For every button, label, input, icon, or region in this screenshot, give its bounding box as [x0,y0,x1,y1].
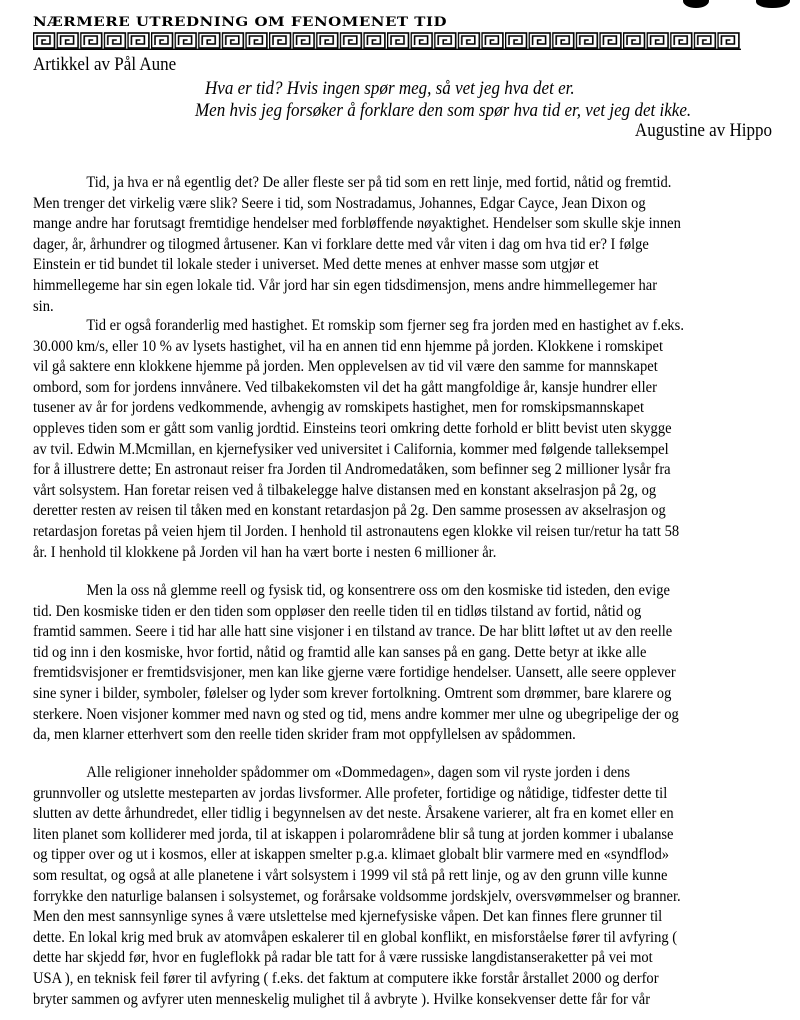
body-paragraph-3 [33,581,769,746]
paragraph-text: Alle religioner inneholder spådommer om «Dommedagen», dagen som vil ryste jorden i dens grunnvoller og utslette mesteparten av jordas livsformer. Alle profeter, fortidige og nåtidige, tidfester dette til slutten av dette århundredet, eller tidlig i begynnelsen av det neste. Årsakene varierer, alt fra en komet eller en liten planet som kolliderer med jorda, til at iskappen i polarområdene blir så tung at jorden kommer i ubalanse og tipper over og ut i kosmos, eller at iskappen smelter p.g.a. klimaet globalt blir varmere med en «syndflod» som resultat, og også at alle planetene i vårt solsystem i 1999 vil stå på rett linje, og av den grunn ville kunne forrykke den naturlige balansen i solsystemet, og forårsake voldsomme jordskjelv, oversvømmelser og branner. Men den mest sannsynlige synes å være utslettelse med kjernefysiske våpen. Det kan finnes flere grunner til dette. En lokal krig med bruk av atomvåpen eskalerer til en global konflikt, en misforståelse fører til avfyring ( dette har skjedd før, hvor en fugleflokk på radar ble tatt for å være russiske langdistanseraketter på vei mot USA ), en teknisk feil fører til avfyring ( f.eks. det faktum at computere ikke forstår årstallet 2000 og derfor bryter sammen og avfyrer uten menneskelig mulighet til å avbryte ). Hvilke konsekvenser dette får for vår [33,764,681,1008]
paragraph-text: Tid er også foranderlig med hastighet. Et romskip som fjerner seg fra jorden med en hastighet av f.eks. 30.000 km/s, eller 10 % av lysets hastighet, vil ha en annen tid enn hjemme på jorden. Klokkene i romskipet vil gå saktere enn klokkene hjemme på jorden. Men opplevelsen av tid vil være den samme for mannskapet ombord, som for jordens innvånere. Ved tilbakekomsten vil det ha gått mangfoldige år, kansje hundrer eller tusener av år for jordens vedkommende, avhengig av romskipets hastighet, men for romskipsmannskapet oppleves tiden som er gått som vanlig jordtid. Einsteins teori omkring dette forhold er blitt bevist uten skygge av tvil. Edwin M.Mcmillan, en kjernefysiker ved universitet i California, kommer med følgende talleksempel for å illustrere dette; En astronaut reiser fra Jorden til Andromedatåken, som befinner seg 2 millioner lysår fra vårt solsystem. Han foretar reisen ved å tilbakelegge halve distansen med en konstant akselrasjon på 2g, og deretter resten av reisen til tåken med en konstant retardasjon på 2g. Den samme prosessen av akselrasjon og retardasjon foretas på veien hjem til Jorden. I henhold til astronautens egen klokke vil reisen tur/retur ha tatt 58 år. I henhold til klokkene på Jorden vil han ha vært borte i nesten 6 millioner år. [33,317,684,561]
epigraph-line-2: Men hvis jeg forsøker å forklare den som spør hva tid er, vet jeg det ikke. [195,101,692,121]
ink-blot [683,0,709,8]
paragraph-text: Men la oss nå glemme reell og fysisk tid, og konsentrere oss om den kosmiske tid isteden, den evige tid. Den kosmiske tiden er den tiden som oppløser den reelle tiden til en tidløs tilstand av fortid, nåtid og framtid sammen. Seere i tid har alle hatt sine visjoner i en tilstand av trance. De har blitt løftet ut av den reelle tid og inn i den kosmiske, hvor fortid, nåtid og framtid alle kan sanses på en gang. Dette betyr at ikke alle fremtidsvisjoner er fremtidsvisjoner, men kan like gjerne være fortidige hendelser. Uansett, alle seere opplever sine syner i bilder, symboler, følelser og lyder som krever fortolkning. Omtrent som drømmer, bare klarere og sterkere. Noen visjoner kommer med navn og sted og tid, mens andre kommer mer ulne og ubegripelige der og da, men klarner etterhvert som den reelle tiden skrider fram mot oppfyllelsen av spådommen. [33,582,679,744]
paragraph-text: Tid, ja hva er nå egentlig det? De aller fleste ser på tid som en rett linje, med fortid, nåtid og fremtid. Men trenger det virkelig være slik? Seere i tid, som Nostradamus, Johannes, Edgar Cayce, Jean Dixon og mange andre har forutsagt fremtidige hendelser med forbløffende nøyaktighet. Hendelser som skulle skje innen dager, år, århundrer og tilogmed årtusener. Kan vi forklare dette med vår viten i dag om hva tid er? I følge Einstein er tid bundet til lokale steder i universet. Med dette menes at enhver masse som utgjør et himmellegeme har sin egen lokale tid. Vår jord har sin egen tidsdimensjon, mens andre himmellegemer har sin. [33,174,681,315]
document-title: NÆRMERE UTREDNING OM FENOMENET TID [33,14,447,30]
epigraph-attribution: Augustine av Hippo [634,121,772,141]
ink-blot [756,0,790,8]
body-paragraph-1 [33,173,769,317]
epigraph-line-1: Hva er tid? Hvis ingen spør meg, så vet jeg hva det er. [205,79,575,99]
author-line: Artikkel av Pål Aune [33,55,177,75]
body-paragraph-4 [33,763,769,1010]
greek-key-border-icon [33,32,741,50]
body-paragraph-2 [33,316,769,563]
